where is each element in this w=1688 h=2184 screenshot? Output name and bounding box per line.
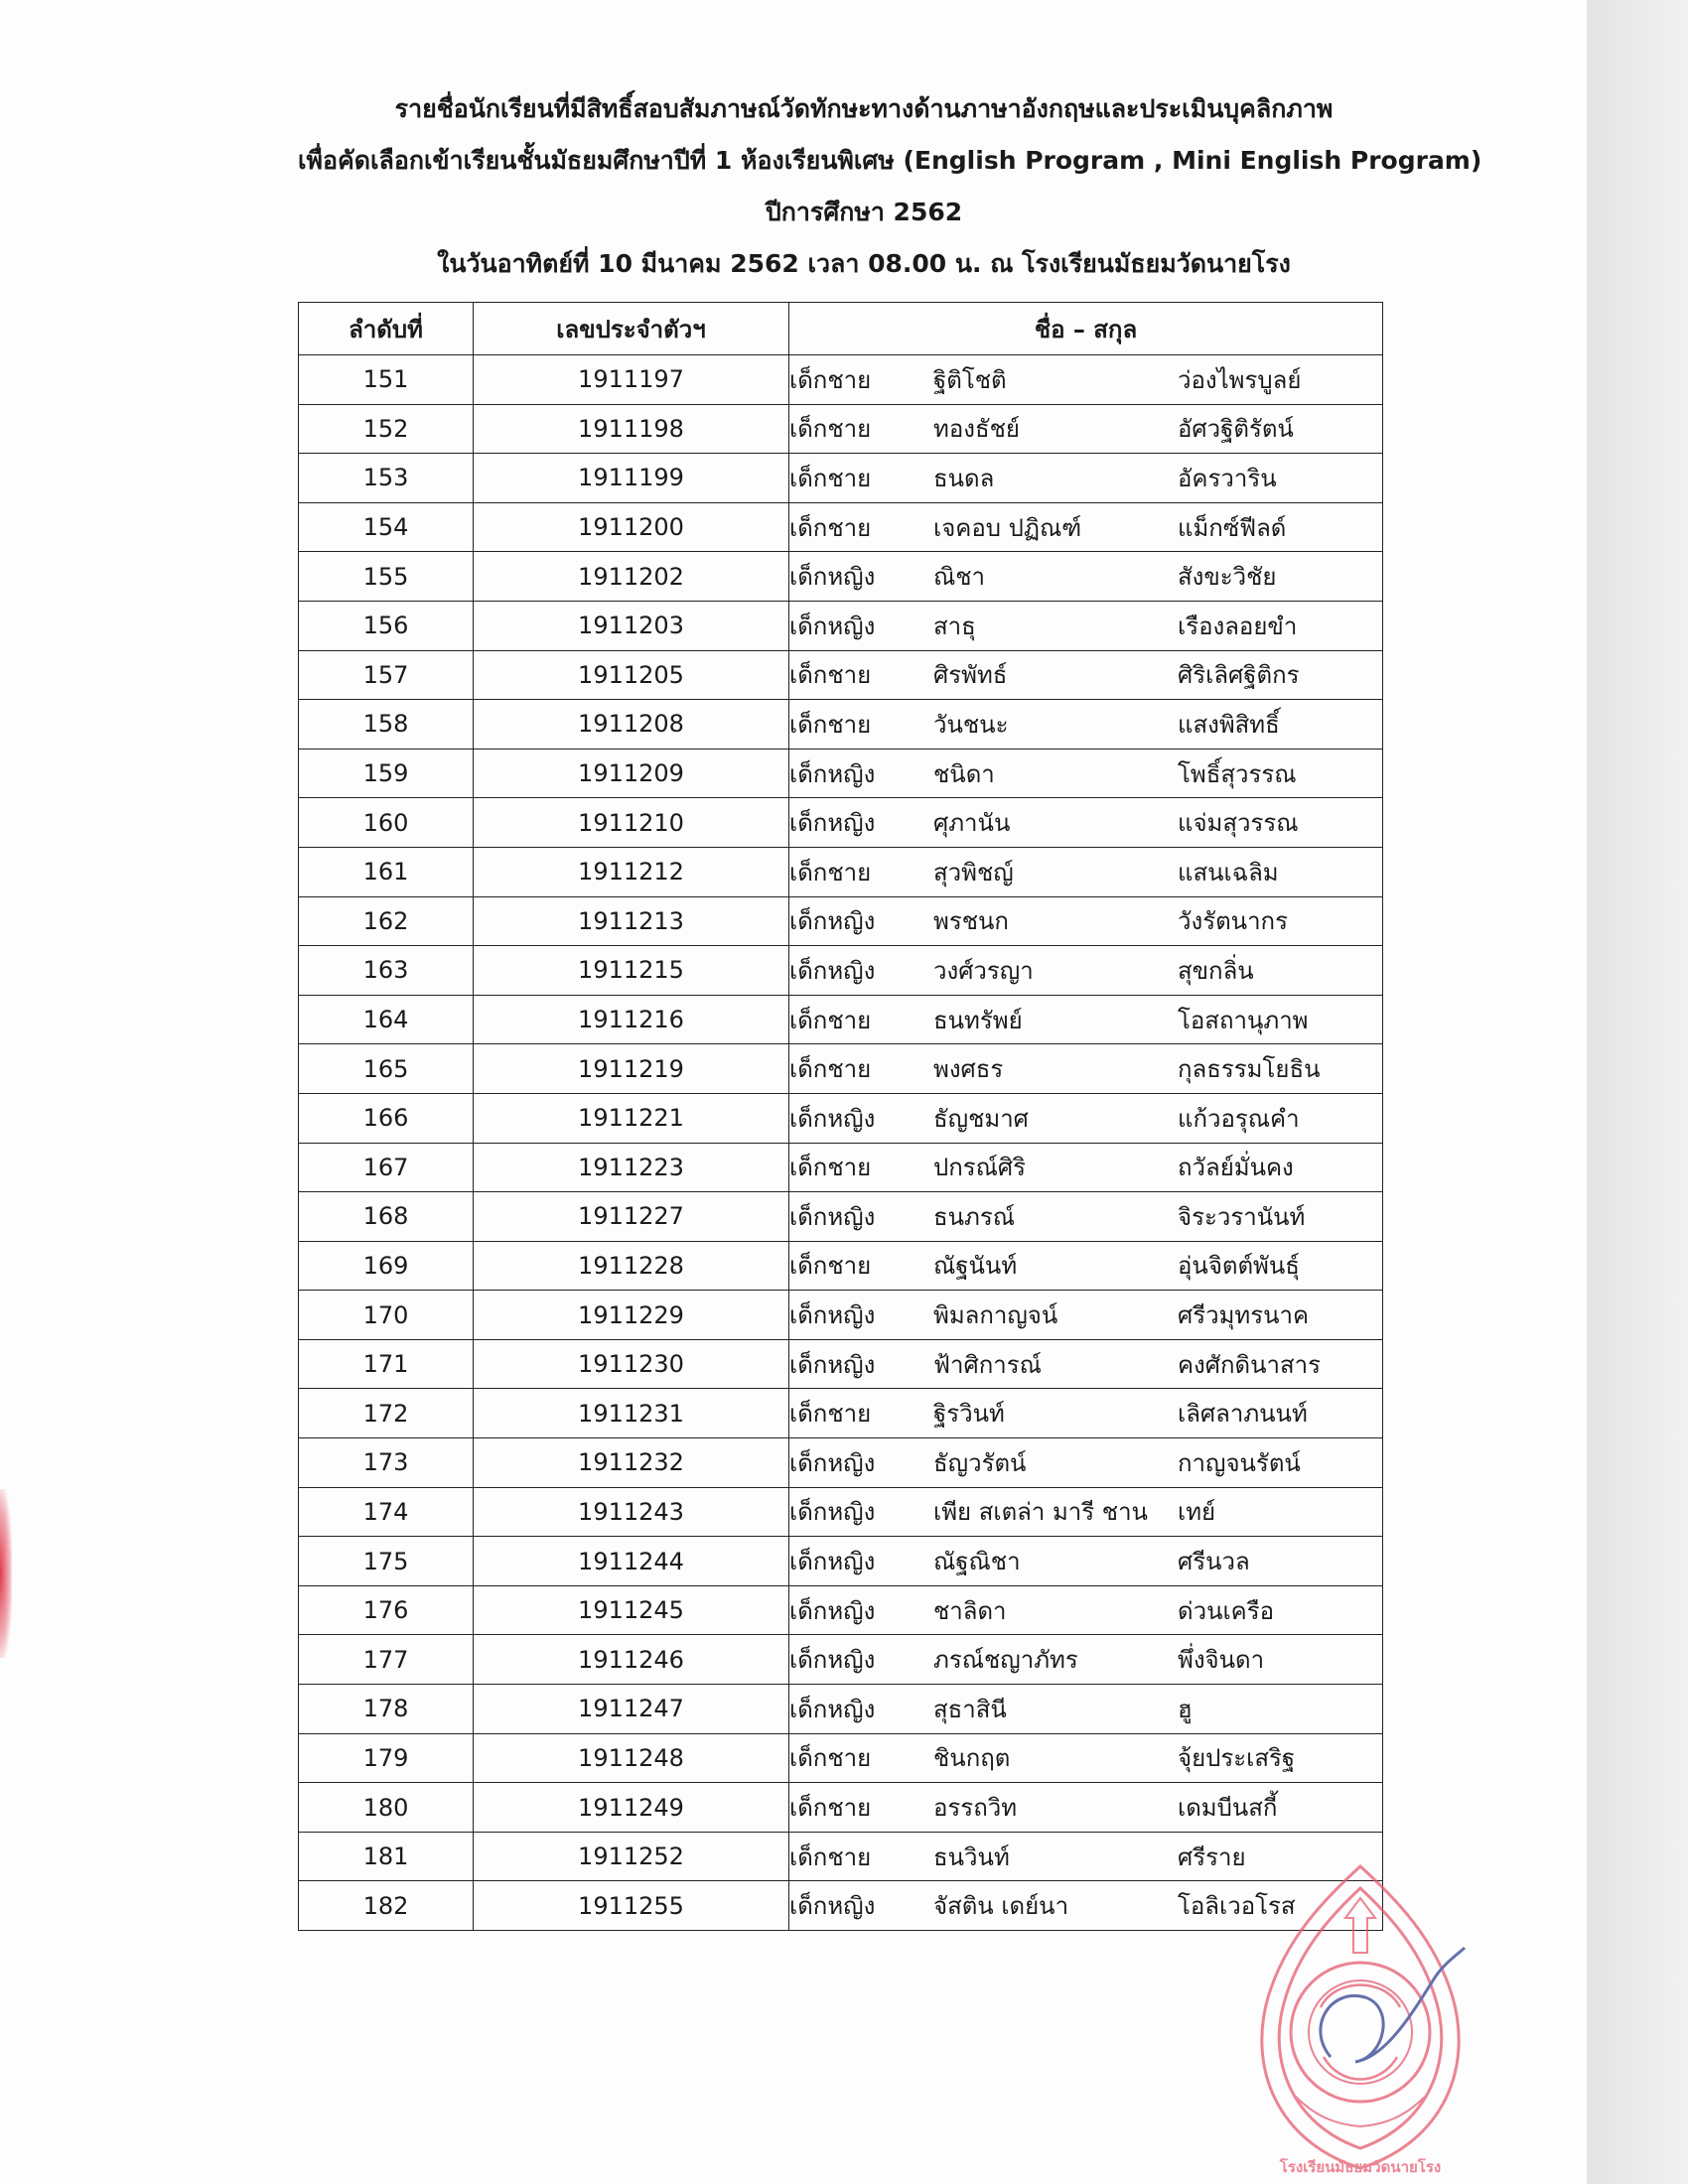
name-prefix: เด็กชาย xyxy=(789,1843,872,1871)
name-prefix: เด็กชาย xyxy=(789,365,872,394)
first-name: ชินกฤต xyxy=(933,1744,1011,1773)
name-prefix: เด็กหญิง xyxy=(789,1202,876,1231)
cell-no: 151 xyxy=(299,355,474,405)
last-name: โอสถานุภาพ xyxy=(1178,1006,1309,1034)
first-name: ณัฐณิชา xyxy=(933,1548,1021,1576)
table-row xyxy=(299,1192,1383,1242)
table-row xyxy=(299,1585,1383,1635)
name-prefix: เด็กชาย xyxy=(789,710,872,739)
table-row xyxy=(299,650,1383,700)
cell-name xyxy=(789,1044,1383,1094)
first-name: ธนวินท์ xyxy=(933,1843,1010,1871)
first-name: ชาลิดา xyxy=(933,1596,1007,1625)
last-name: ศรีนวล xyxy=(1178,1548,1250,1576)
cell-name xyxy=(789,896,1383,946)
cell-name xyxy=(789,502,1383,552)
cell-id: 1911227 xyxy=(474,1192,789,1242)
school-seal xyxy=(1236,1858,1484,2178)
last-name: จิระวรานันท์ xyxy=(1178,1202,1306,1231)
cell-no: 180 xyxy=(299,1783,474,1833)
last-name: ศิริเลิศฐิติกร xyxy=(1178,661,1300,690)
table-row xyxy=(299,1291,1383,1340)
table-header-row xyxy=(299,303,1383,355)
last-name: อัศวฐิติรัตน์ xyxy=(1178,415,1294,444)
cell-id: 1911199 xyxy=(474,454,789,503)
last-name: กาญจนรัตน์ xyxy=(1178,1448,1301,1477)
cell-id: 1911246 xyxy=(474,1635,789,1685)
name-prefix: เด็กหญิง xyxy=(789,612,876,640)
name-prefix: เด็กหญิง xyxy=(789,1498,876,1527)
table-row xyxy=(299,1733,1383,1783)
cell-id: 1911255 xyxy=(474,1881,789,1931)
cell-id: 1911209 xyxy=(474,749,789,798)
cell-id: 1911249 xyxy=(474,1783,789,1833)
name-prefix: เด็กหญิง xyxy=(789,907,876,936)
first-name: วันชนะ xyxy=(933,710,1009,739)
page-edge xyxy=(1587,0,1688,2184)
name-prefix: เด็กชาย xyxy=(789,661,872,690)
first-name: ภรณ์ชญาภัทร xyxy=(933,1646,1078,1675)
cell-name xyxy=(789,355,1383,405)
cell-id: 1911247 xyxy=(474,1685,789,1734)
table-row xyxy=(299,847,1383,896)
first-name: ธัญวรัตน์ xyxy=(933,1448,1027,1477)
header-line-4: ในวันอาทิตย์ที่ 10 มีนาคม 2562 เวลา 08.00 น. ณ โรงเรียนมัธยมวัดนายโรง xyxy=(437,249,1291,278)
first-name: ปกรณ์ศิริ xyxy=(933,1154,1027,1182)
table-row xyxy=(299,1783,1383,1833)
cell-id: 1911245 xyxy=(474,1585,789,1635)
cell-no: 163 xyxy=(299,946,474,996)
last-name: เทย์ xyxy=(1178,1498,1216,1527)
cell-name xyxy=(789,1389,1383,1438)
name-prefix: เด็กหญิง xyxy=(789,1548,876,1576)
first-name: วงศ์วรญา xyxy=(933,956,1034,985)
table-row xyxy=(299,700,1383,750)
cell-name xyxy=(789,552,1383,602)
last-name: สุขกลิ่น xyxy=(1178,956,1254,985)
cell-no: 172 xyxy=(299,1389,474,1438)
cell-id: 1911252 xyxy=(474,1832,789,1881)
name-prefix: เด็กหญิง xyxy=(789,956,876,985)
table-row xyxy=(299,355,1383,405)
table-row xyxy=(299,1685,1383,1734)
last-name: โอลิเวอโรส xyxy=(1178,1892,1296,1921)
table-row xyxy=(299,1044,1383,1094)
last-name: โพธิ์สุวรรณ xyxy=(1178,759,1297,788)
table-body xyxy=(299,355,1383,1931)
name-prefix: เด็กชาย xyxy=(789,1006,872,1034)
name-prefix: เด็กหญิง xyxy=(789,1350,876,1379)
first-name: ณัฐนันท์ xyxy=(933,1252,1018,1281)
cell-no: 157 xyxy=(299,650,474,700)
table-row xyxy=(299,1241,1383,1291)
last-name: แก้วอรุณคำ xyxy=(1178,1104,1300,1133)
cell-id: 1911197 xyxy=(474,355,789,405)
cell-name xyxy=(789,995,1383,1044)
cell-no: 158 xyxy=(299,700,474,750)
cell-no: 154 xyxy=(299,502,474,552)
cell-id: 1911213 xyxy=(474,896,789,946)
last-name: แสงพิสิทธิ์ xyxy=(1178,710,1280,739)
cell-id: 1911243 xyxy=(474,1487,789,1537)
last-name: ถวัลย์มั่นคง xyxy=(1178,1154,1294,1182)
table-row xyxy=(299,1635,1383,1685)
name-prefix: เด็กหญิง xyxy=(789,563,876,592)
cell-no: 181 xyxy=(299,1832,474,1881)
cell-name xyxy=(789,1438,1383,1488)
table-row xyxy=(299,1339,1383,1389)
cell-name xyxy=(789,1635,1383,1685)
table-row xyxy=(299,601,1383,650)
last-name: สังขะวิชัย xyxy=(1178,563,1277,592)
cell-no: 169 xyxy=(299,1241,474,1291)
cell-name xyxy=(789,650,1383,700)
cell-id: 1911244 xyxy=(474,1537,789,1586)
first-name: พงศธร xyxy=(933,1055,1004,1084)
cell-no: 177 xyxy=(299,1635,474,1685)
cell-id: 1911221 xyxy=(474,1093,789,1143)
table-row xyxy=(299,896,1383,946)
last-name: ศรีวมุทรนาค xyxy=(1178,1301,1310,1330)
cell-no: 166 xyxy=(299,1093,474,1143)
cell-no: 182 xyxy=(299,1881,474,1931)
last-name: แสนเฉลิม xyxy=(1178,858,1279,887)
cell-name xyxy=(789,1143,1383,1192)
name-prefix: เด็กชาย xyxy=(789,1055,872,1084)
cell-id: 1911202 xyxy=(474,552,789,602)
first-name: ทองธัชย์ xyxy=(933,415,1020,444)
last-name: อัครวาริน xyxy=(1178,464,1277,492)
first-name: เพีย สเตล่า มารี ชาน xyxy=(933,1498,1148,1527)
cell-id: 1911212 xyxy=(474,847,789,896)
first-name: ชนิดา xyxy=(933,759,995,788)
name-prefix: เด็กหญิง xyxy=(789,1892,876,1921)
cell-no: 171 xyxy=(299,1339,474,1389)
last-name: จุ้ยประเสริฐ xyxy=(1178,1744,1296,1773)
first-name: ศุภานัน xyxy=(933,809,1011,838)
last-name: อุ่นจิตต์พันธ์ุ xyxy=(1178,1252,1300,1281)
last-name: วังรัตนากร xyxy=(1178,907,1288,936)
cell-no: 160 xyxy=(299,798,474,848)
last-name: กุลธรรมโยธิน xyxy=(1178,1055,1321,1084)
cell-id: 1911219 xyxy=(474,1044,789,1094)
cell-name xyxy=(789,1291,1383,1340)
cell-no: 176 xyxy=(299,1585,474,1635)
first-name: อรรถวิท xyxy=(933,1794,1018,1823)
cell-name xyxy=(789,1685,1383,1734)
cell-id: 1911232 xyxy=(474,1438,789,1488)
name-prefix: เด็กหญิง xyxy=(789,1596,876,1625)
cell-name xyxy=(789,798,1383,848)
table-row xyxy=(299,1143,1383,1192)
name-prefix: เด็กชาย xyxy=(789,464,872,492)
header-line-2: เพื่อคัดเลือกเข้าเรียนชั้นมัธยมศึกษาปีที่ 1 ห้องเรียนพิเศษ (English Program , Mini English Program) xyxy=(298,146,1482,175)
cell-name xyxy=(789,1339,1383,1389)
cell-no: 179 xyxy=(299,1733,474,1783)
table-row xyxy=(299,1093,1383,1143)
last-name: เดมบีนสกี้ xyxy=(1178,1794,1278,1823)
name-prefix: เด็กชาย xyxy=(789,513,872,542)
name-prefix: เด็กหญิง xyxy=(789,1695,876,1723)
column-header-id: เลขประจำตัวฯ xyxy=(474,303,789,355)
table-row xyxy=(299,946,1383,996)
table-row xyxy=(299,1438,1383,1488)
first-name: สุธาสินี xyxy=(933,1695,1007,1723)
cell-no: 167 xyxy=(299,1143,474,1192)
cell-name xyxy=(789,1241,1383,1291)
cell-name xyxy=(789,601,1383,650)
last-name: แจ่มสุวรรณ xyxy=(1178,809,1299,838)
name-prefix: เด็กหญิง xyxy=(789,1646,876,1675)
cell-id: 1911210 xyxy=(474,798,789,848)
cell-no: 156 xyxy=(299,601,474,650)
first-name: ฟ้าศิการณ์ xyxy=(933,1350,1042,1379)
edge-stain xyxy=(0,1489,12,1658)
name-prefix: เด็กชาย xyxy=(789,1794,872,1823)
name-prefix: เด็กหญิง xyxy=(789,1301,876,1330)
seal-text: โรงเรียนมัธยมวัดนายโรง xyxy=(1279,2158,1442,2176)
first-name: สุวพิชญ์ xyxy=(933,858,1014,887)
cell-id: 1911248 xyxy=(474,1733,789,1783)
cell-name xyxy=(789,1733,1383,1783)
cell-no: 159 xyxy=(299,749,474,798)
name-prefix: เด็กหญิง xyxy=(789,1104,876,1133)
column-header-no: ลำดับที่ xyxy=(299,303,474,355)
header-line-3: ปีการศึกษา 2562 xyxy=(765,198,963,226)
name-prefix: เด็กหญิง xyxy=(789,1448,876,1477)
first-name: พิมลกาญจน์ xyxy=(933,1301,1058,1330)
cell-no: 175 xyxy=(299,1537,474,1586)
first-name: สาธุ xyxy=(933,612,976,640)
first-name: ธัญชมาศ xyxy=(933,1104,1029,1133)
first-name: ธนภรณ์ xyxy=(933,1202,1016,1231)
column-header-name: ชื่อ – สกุล xyxy=(789,303,1383,355)
cell-id: 1911208 xyxy=(474,700,789,750)
cell-no: 168 xyxy=(299,1192,474,1242)
table-row xyxy=(299,749,1383,798)
student-table xyxy=(298,302,1383,1931)
cell-name xyxy=(789,404,1383,454)
cell-name xyxy=(789,1537,1383,1586)
cell-no: 153 xyxy=(299,454,474,503)
cell-name xyxy=(789,1783,1383,1833)
first-name: ศิรพัทธ์ xyxy=(933,661,1008,690)
name-prefix: เด็กชาย xyxy=(789,1154,872,1182)
name-prefix: เด็กชาย xyxy=(789,1400,872,1429)
table-row xyxy=(299,502,1383,552)
table-row xyxy=(299,995,1383,1044)
cell-id: 1911205 xyxy=(474,650,789,700)
first-name: ณิชา xyxy=(933,563,986,592)
cell-name xyxy=(789,847,1383,896)
cell-no: 155 xyxy=(299,552,474,602)
cell-id: 1911228 xyxy=(474,1241,789,1291)
cell-name xyxy=(789,454,1383,503)
cell-id: 1911230 xyxy=(474,1339,789,1389)
cell-name xyxy=(789,1585,1383,1635)
table-row xyxy=(299,1537,1383,1586)
header-line-1: รายชื่อนักเรียนที่มีสิทธิ์สอบสัมภาษณ์วัดทักษะทางด้านภาษาอังกฤษและประเมินบุคลิกภาพ xyxy=(394,94,1334,123)
last-name: เรืองลอยขำ xyxy=(1178,612,1298,640)
last-name: ว่องไพรบูลย์ xyxy=(1178,365,1302,394)
cell-id: 1911200 xyxy=(474,502,789,552)
first-name: ธนทรัพย์ xyxy=(933,1006,1023,1034)
table-row xyxy=(299,1487,1383,1537)
cell-name xyxy=(789,1093,1383,1143)
name-prefix: เด็กหญิง xyxy=(789,809,876,838)
cell-no: 178 xyxy=(299,1685,474,1734)
cell-name xyxy=(789,1487,1383,1537)
first-name: ฐิติโชติ xyxy=(933,365,1007,394)
table-row xyxy=(299,552,1383,602)
last-name: ฮู xyxy=(1178,1695,1193,1723)
cell-no: 162 xyxy=(299,896,474,946)
first-name: ธนดล xyxy=(933,464,995,492)
name-prefix: เด็กชาย xyxy=(789,415,872,444)
name-prefix: เด็กชาย xyxy=(789,1744,872,1773)
cell-id: 1911229 xyxy=(474,1291,789,1340)
cell-no: 165 xyxy=(299,1044,474,1094)
cell-no: 170 xyxy=(299,1291,474,1340)
name-prefix: เด็กหญิง xyxy=(789,759,876,788)
cell-id: 1911216 xyxy=(474,995,789,1044)
name-prefix: เด็กชาย xyxy=(789,1252,872,1281)
cell-id: 1911223 xyxy=(474,1143,789,1192)
table-row xyxy=(299,454,1383,503)
last-name: แม็กซ์ฟีลด์ xyxy=(1178,513,1287,542)
cell-no: 161 xyxy=(299,847,474,896)
table-row xyxy=(299,798,1383,848)
cell-name xyxy=(789,1192,1383,1242)
cell-id: 1911203 xyxy=(474,601,789,650)
table-row xyxy=(299,404,1383,454)
table-row xyxy=(299,1832,1383,1881)
cell-no: 164 xyxy=(299,995,474,1044)
last-name: ศรีราย xyxy=(1178,1843,1246,1871)
cell-no: 174 xyxy=(299,1487,474,1537)
document-header xyxy=(298,83,1482,290)
last-name: ด่วนเครือ xyxy=(1178,1596,1275,1625)
last-name: คงศักดินาสาร xyxy=(1178,1350,1322,1379)
first-name: ฐิรวินท์ xyxy=(933,1400,1005,1429)
cell-name xyxy=(789,946,1383,996)
last-name: เลิศลาภนนท์ xyxy=(1178,1400,1308,1429)
first-name: จัสติน เดย์นา xyxy=(933,1892,1069,1921)
first-name: พรชนก xyxy=(933,907,1009,936)
cell-id: 1911231 xyxy=(474,1389,789,1438)
cell-name xyxy=(789,700,1383,750)
cell-id: 1911215 xyxy=(474,946,789,996)
name-prefix: เด็กชาย xyxy=(789,858,872,887)
cell-id: 1911198 xyxy=(474,404,789,454)
table-row xyxy=(299,1389,1383,1438)
cell-name xyxy=(789,749,1383,798)
first-name: เจคอบ ปฏิณฑ์ xyxy=(933,513,1082,542)
cell-no: 173 xyxy=(299,1438,474,1488)
last-name: พึ่งจินดา xyxy=(1178,1646,1265,1675)
table-row xyxy=(299,1881,1383,1931)
cell-no: 152 xyxy=(299,404,474,454)
